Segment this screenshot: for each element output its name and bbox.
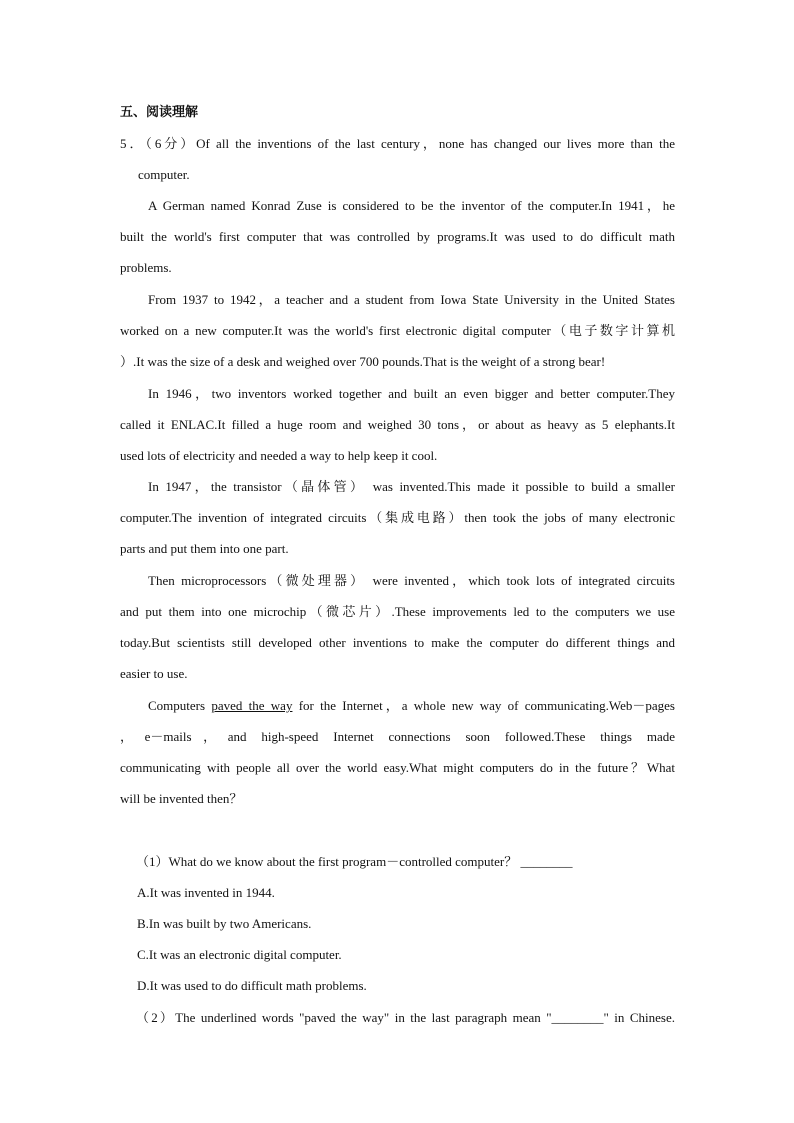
paragraph-6-text-after: for the Internet，a whole new way of communicating.Web－pages xyxy=(292,698,675,713)
question-1-option-b: B.In was built by two Americans. xyxy=(137,916,312,931)
paragraph-1-line-1: A German named Konrad Zuse is considered to be the inventor of the computer.In 1941，he xyxy=(148,198,675,213)
question-1: （1）What do we know about the first program－controlled computer？ ________ xyxy=(136,854,573,869)
paragraph-5-line-1: Then microprocessors（微处理器） were invented，which took lots of integrated circuits xyxy=(148,573,675,588)
paragraph-4-line-3: parts and put them into one part. xyxy=(120,541,289,556)
section-title: 五、阅读理解 xyxy=(120,104,199,119)
question-header-line: 5．（6分）Of all the inventions of the last century，none has changed our lives more than the xyxy=(120,136,675,151)
question-header-cont: computer. xyxy=(138,167,190,182)
paragraph-6-line-2: ，e－mails，and high-speed Internet connections soon followed.These things made xyxy=(120,729,675,744)
paragraph-4-line-2: computer.The invention of integrated circuits（集成电路）then took the jobs of many electronic xyxy=(120,510,675,525)
question-1-option-a: A.It was invented in 1944. xyxy=(137,885,275,900)
paragraph-2-line-2: worked on a new computer.It was the world's first electronic digital computer（电子数字计算机 xyxy=(120,323,675,338)
paragraph-5-line-2: and put them into one microchip（微芯片）.These improvements led to the computers we use xyxy=(120,604,675,619)
paragraph-3-line-2: called it ENLAC.It filled a huge room and weighed 30 tons，or about as heavy as 5 elephants.It xyxy=(120,417,675,432)
paragraph-6-line-4: will be invented then？ xyxy=(120,791,243,806)
paragraph-5-line-3: today.But scientists still developed other inventions to make the computer do different things and xyxy=(120,635,675,650)
paragraph-6-line-3: communicating with people all over the world easy.What might computers do in the future？What xyxy=(120,760,675,775)
question-1-option-d: D.It was used to do difficult math problems. xyxy=(137,978,367,993)
paragraph-5-line-4: easier to use. xyxy=(120,666,188,681)
paragraph-1-line-2: built the world's first computer that was controlled by programs.It was used to do difficult math xyxy=(120,229,675,244)
paragraph-6-text-before: Computers xyxy=(148,698,212,713)
paragraph-6-line-1 xyxy=(148,698,675,714)
paragraph-2-line-3: ）.It was the size of a desk and weighed over 700 pounds.That is the weight of a strong bear! xyxy=(120,354,606,369)
underlined-phrase: paved the way xyxy=(211,698,293,713)
paragraph-1-line-3: problems. xyxy=(120,260,172,275)
paragraph-2-line-1: From 1937 to 1942，a teacher and a student from Iowa State University in the United States xyxy=(148,292,675,307)
question-2: （2）The underlined words "paved the way" in the last paragraph mean "________" in Chinese. xyxy=(136,1010,675,1025)
paragraph-3-line-1: In 1946，two inventors worked together and built an even bigger and better computer.They xyxy=(148,386,675,401)
paragraph-4-line-1: In 1947，the transistor（晶体管） was invented.This made it possible to build a smaller xyxy=(148,479,675,494)
question-1-option-c: C.It was an electronic digital computer. xyxy=(137,947,342,962)
paragraph-3-line-3: used lots of electricity and needed a way to help keep it cool. xyxy=(120,448,438,463)
